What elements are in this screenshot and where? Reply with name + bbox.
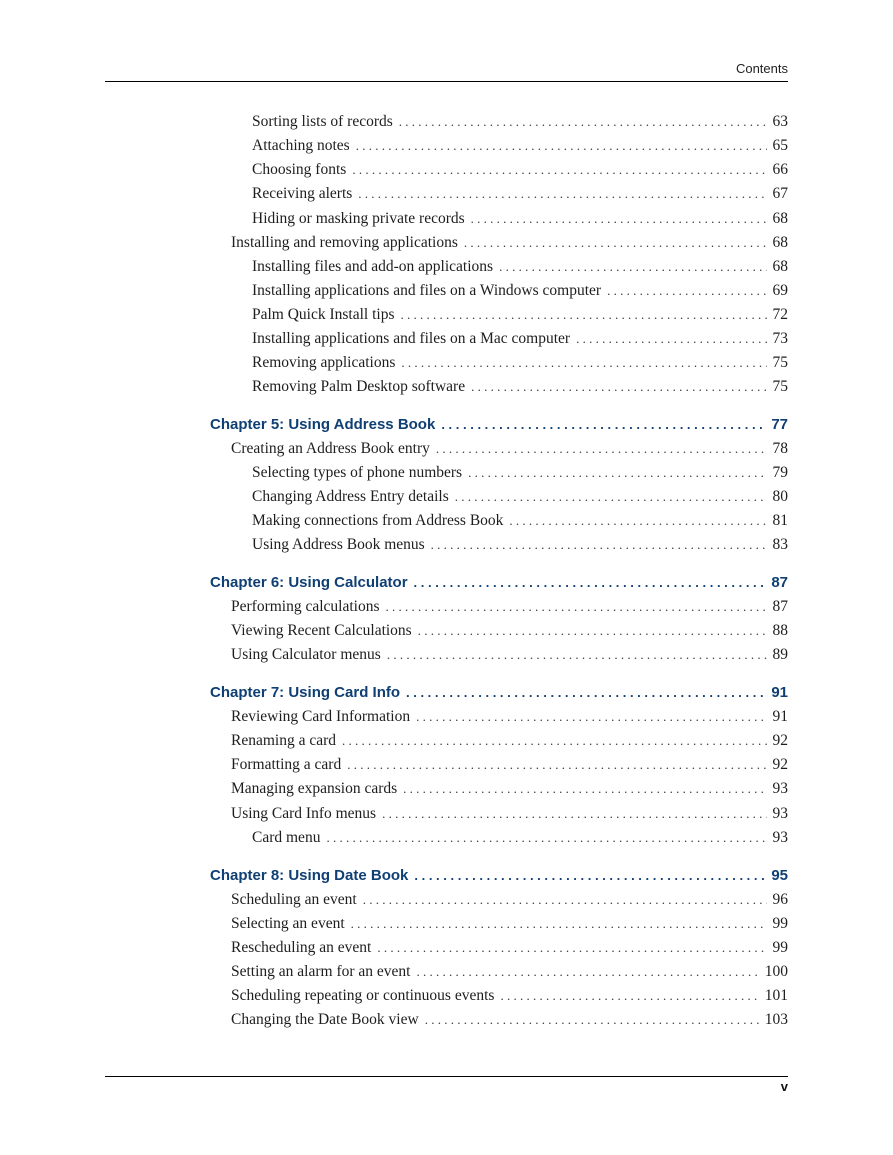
toc-leader-dots — [500, 986, 758, 1006]
toc-entry-title: Changing the Date Book view — [231, 1011, 419, 1028]
toc-leader-dots — [414, 866, 765, 886]
toc-entry-page: 88 — [772, 622, 788, 639]
toc-leader-dots — [363, 890, 767, 910]
toc-leader-dots — [431, 535, 767, 555]
toc-leader-dots — [418, 621, 767, 641]
header-rule — [105, 81, 788, 82]
toc-entry-page: 99 — [772, 939, 788, 956]
toc-leader-dots — [377, 938, 766, 958]
toc-leader-dots — [382, 804, 766, 824]
toc-entry[interactable] — [231, 914, 788, 934]
toc-entry[interactable] — [231, 962, 788, 982]
toc-entry[interactable] — [252, 160, 788, 180]
toc-leader-dots — [416, 962, 758, 982]
toc-leader-dots — [471, 377, 766, 397]
toc-entry-title: Attaching notes — [252, 137, 350, 154]
toc-entry-title: Installing applications and files on a Mac computer — [252, 330, 571, 347]
toc-entry-page: 99 — [772, 915, 788, 932]
toc-entry-title: Creating an Address Book entry — [231, 440, 430, 457]
toc-entry[interactable] — [252, 209, 788, 229]
toc-entry-title: Chapter 5: Using Address Book — [210, 416, 436, 433]
toc-leader-dots — [468, 463, 766, 483]
toc-entry[interactable] — [252, 353, 788, 373]
toc-entry[interactable] — [252, 184, 788, 204]
toc-entry[interactable] — [231, 986, 788, 1006]
toc-entry[interactable] — [252, 463, 788, 483]
toc-entry[interactable] — [231, 755, 788, 775]
toc-leader-dots — [347, 755, 766, 775]
toc-leader-dots — [464, 233, 767, 253]
toc-leader-dots — [401, 353, 766, 373]
toc-entry-page: 101 — [764, 987, 788, 1004]
toc-entry-page: 103 — [764, 1011, 788, 1028]
toc-chapter-entry[interactable] — [210, 866, 788, 886]
toc-entry[interactable] — [252, 281, 788, 301]
toc-entry-title: Palm Quick Install tips — [252, 306, 395, 323]
toc-entry-title: Selecting an event — [231, 915, 345, 932]
toc-entry-title: Scheduling an event — [231, 891, 357, 908]
toc-entry-page: 69 — [772, 282, 788, 299]
toc-entry-title: Reviewing Card Information — [231, 708, 411, 725]
toc-entry-page: 77 — [771, 416, 788, 433]
toc-entry[interactable] — [252, 487, 788, 507]
toc-entry[interactable] — [231, 731, 788, 751]
toc-entry-title: Receiving alerts — [252, 185, 353, 202]
toc-entry-page: 93 — [772, 805, 788, 822]
page-folio: v — [780, 1079, 788, 1094]
toc-entry-title: Chapter 6: Using Calculator — [210, 574, 408, 591]
toc-entry[interactable] — [252, 112, 788, 132]
toc-entry-page: 95 — [771, 867, 788, 884]
toc-entry-page: 89 — [772, 646, 788, 663]
toc-leader-dots — [436, 439, 767, 459]
toc-entry[interactable] — [231, 779, 788, 799]
toc-entry-page: 72 — [772, 306, 788, 323]
toc-leader-dots — [509, 511, 766, 531]
toc-leader-dots — [576, 329, 766, 349]
toc-entry-page: 87 — [771, 574, 788, 591]
toc-entry-title: Using Card Info menus — [231, 805, 377, 822]
toc-entry-page: 100 — [764, 963, 788, 980]
toc-leader-dots — [401, 305, 767, 325]
toc-leader-dots — [406, 683, 765, 703]
toc-entry-title: Card menu — [252, 829, 321, 846]
toc-entry-page: 63 — [772, 113, 788, 130]
toc-leader-dots — [425, 1010, 759, 1030]
toc-entry-title: Rescheduling an event — [231, 939, 372, 956]
toc-leader-dots — [351, 914, 767, 934]
footer-rule — [105, 1076, 788, 1077]
toc-entry[interactable] — [252, 305, 788, 325]
toc-entry[interactable] — [231, 1010, 788, 1030]
toc-entry-title: Sorting lists of records — [252, 113, 393, 130]
toc-entry[interactable] — [252, 535, 788, 555]
toc-leader-dots — [399, 112, 767, 132]
toc-entry-title: Renaming a card — [231, 732, 337, 749]
toc-entry[interactable] — [231, 938, 788, 958]
toc-entry-page: 65 — [772, 137, 788, 154]
toc-entry-page: 92 — [772, 756, 788, 773]
toc-entry-title: Formatting a card — [231, 756, 342, 773]
toc-entry-page: 96 — [772, 891, 788, 908]
toc-entry[interactable] — [252, 329, 788, 349]
toc-entry-title: Chapter 7: Using Card Info — [210, 684, 401, 701]
toc-entry[interactable] — [231, 804, 788, 824]
toc-entry[interactable] — [231, 645, 788, 665]
toc-leader-dots — [358, 184, 766, 204]
toc-entry-title: Chapter 8: Using Date Book — [210, 867, 409, 884]
toc-entry-title: Installing applications and files on a Windows computer — [252, 282, 602, 299]
toc-leader-dots — [441, 415, 765, 435]
toc-entry-page: 93 — [772, 780, 788, 797]
toc-entry-page: 75 — [772, 378, 788, 395]
toc-entry[interactable] — [252, 511, 788, 531]
toc-leader-dots — [342, 731, 766, 751]
toc-entry-page: 80 — [772, 488, 788, 505]
toc-entry-title: Removing applications — [252, 354, 396, 371]
toc-entry-title: Making connections from Address Book — [252, 512, 504, 529]
toc-leader-dots — [607, 281, 766, 301]
toc-entry[interactable] — [252, 377, 788, 397]
toc-entry-title: Hiding or masking private records — [252, 210, 465, 227]
toc-entry[interactable] — [252, 257, 788, 277]
toc-entry-page: 92 — [772, 732, 788, 749]
toc-entry-page: 66 — [772, 161, 788, 178]
toc-entry-title: Scheduling repeating or continuous events — [231, 987, 495, 1004]
toc-chapter-entry[interactable] — [210, 573, 788, 593]
toc-leader-dots — [326, 828, 766, 848]
toc-entry-title: Using Calculator menus — [231, 646, 381, 663]
toc-entry[interactable] — [231, 621, 788, 641]
toc-entry-title: Using Address Book menus — [252, 536, 425, 553]
toc-entry-title: Managing expansion cards — [231, 780, 398, 797]
toc-entry[interactable] — [231, 597, 788, 617]
toc-leader-dots — [386, 597, 767, 617]
toc-entry[interactable] — [231, 439, 788, 459]
toc-entry-title: Performing calculations — [231, 598, 380, 615]
toc-entry[interactable] — [231, 707, 788, 727]
toc-entry-page: 73 — [772, 330, 788, 347]
toc-entry-page: 75 — [772, 354, 788, 371]
toc-entry[interactable] — [252, 136, 788, 156]
toc-entry-page: 83 — [772, 536, 788, 553]
toc-leader-dots — [403, 779, 766, 799]
toc-entry-page: 81 — [772, 512, 788, 529]
toc-entry-page: 68 — [772, 258, 788, 275]
toc-leader-dots — [471, 209, 767, 229]
toc-leader-dots — [356, 136, 767, 156]
toc-entry-title: Viewing Recent Calculations — [231, 622, 412, 639]
toc-entry[interactable] — [231, 890, 788, 910]
toc-entry-title: Installing files and add-on applications — [252, 258, 494, 275]
toc-entry-page: 87 — [772, 598, 788, 615]
toc-entry-title: Installing and removing applications — [231, 234, 458, 251]
toc-leader-dots — [387, 645, 767, 665]
toc-entry-page: 91 — [772, 708, 788, 725]
toc-leader-dots — [352, 160, 766, 180]
toc-leader-dots — [499, 257, 766, 277]
toc-entry-page: 67 — [772, 185, 788, 202]
running-head: Contents — [735, 61, 788, 76]
toc-entry-page: 78 — [772, 440, 788, 457]
toc-entry-title: Setting an alarm for an event — [231, 963, 411, 980]
toc-leader-dots — [416, 707, 766, 727]
toc-entry-page: 68 — [772, 210, 788, 227]
toc-chapter-entry[interactable] — [210, 683, 788, 703]
toc-leader-dots — [455, 487, 767, 507]
toc-entry[interactable] — [252, 828, 788, 848]
toc-entry-page: 93 — [772, 829, 788, 846]
toc-entry-page: 91 — [771, 684, 788, 701]
toc-entry-title: Changing Address Entry details — [252, 488, 449, 505]
toc-entry-page: 68 — [772, 234, 788, 251]
toc-entry-page: 79 — [772, 464, 788, 481]
toc-entry-title: Selecting types of phone numbers — [252, 464, 463, 481]
toc-entry[interactable] — [231, 233, 788, 253]
toc-leader-dots — [414, 573, 766, 593]
toc-entry-title: Choosing fonts — [252, 161, 347, 178]
toc-chapter-entry[interactable] — [210, 415, 788, 435]
toc-entry-title: Removing Palm Desktop software — [252, 378, 466, 395]
